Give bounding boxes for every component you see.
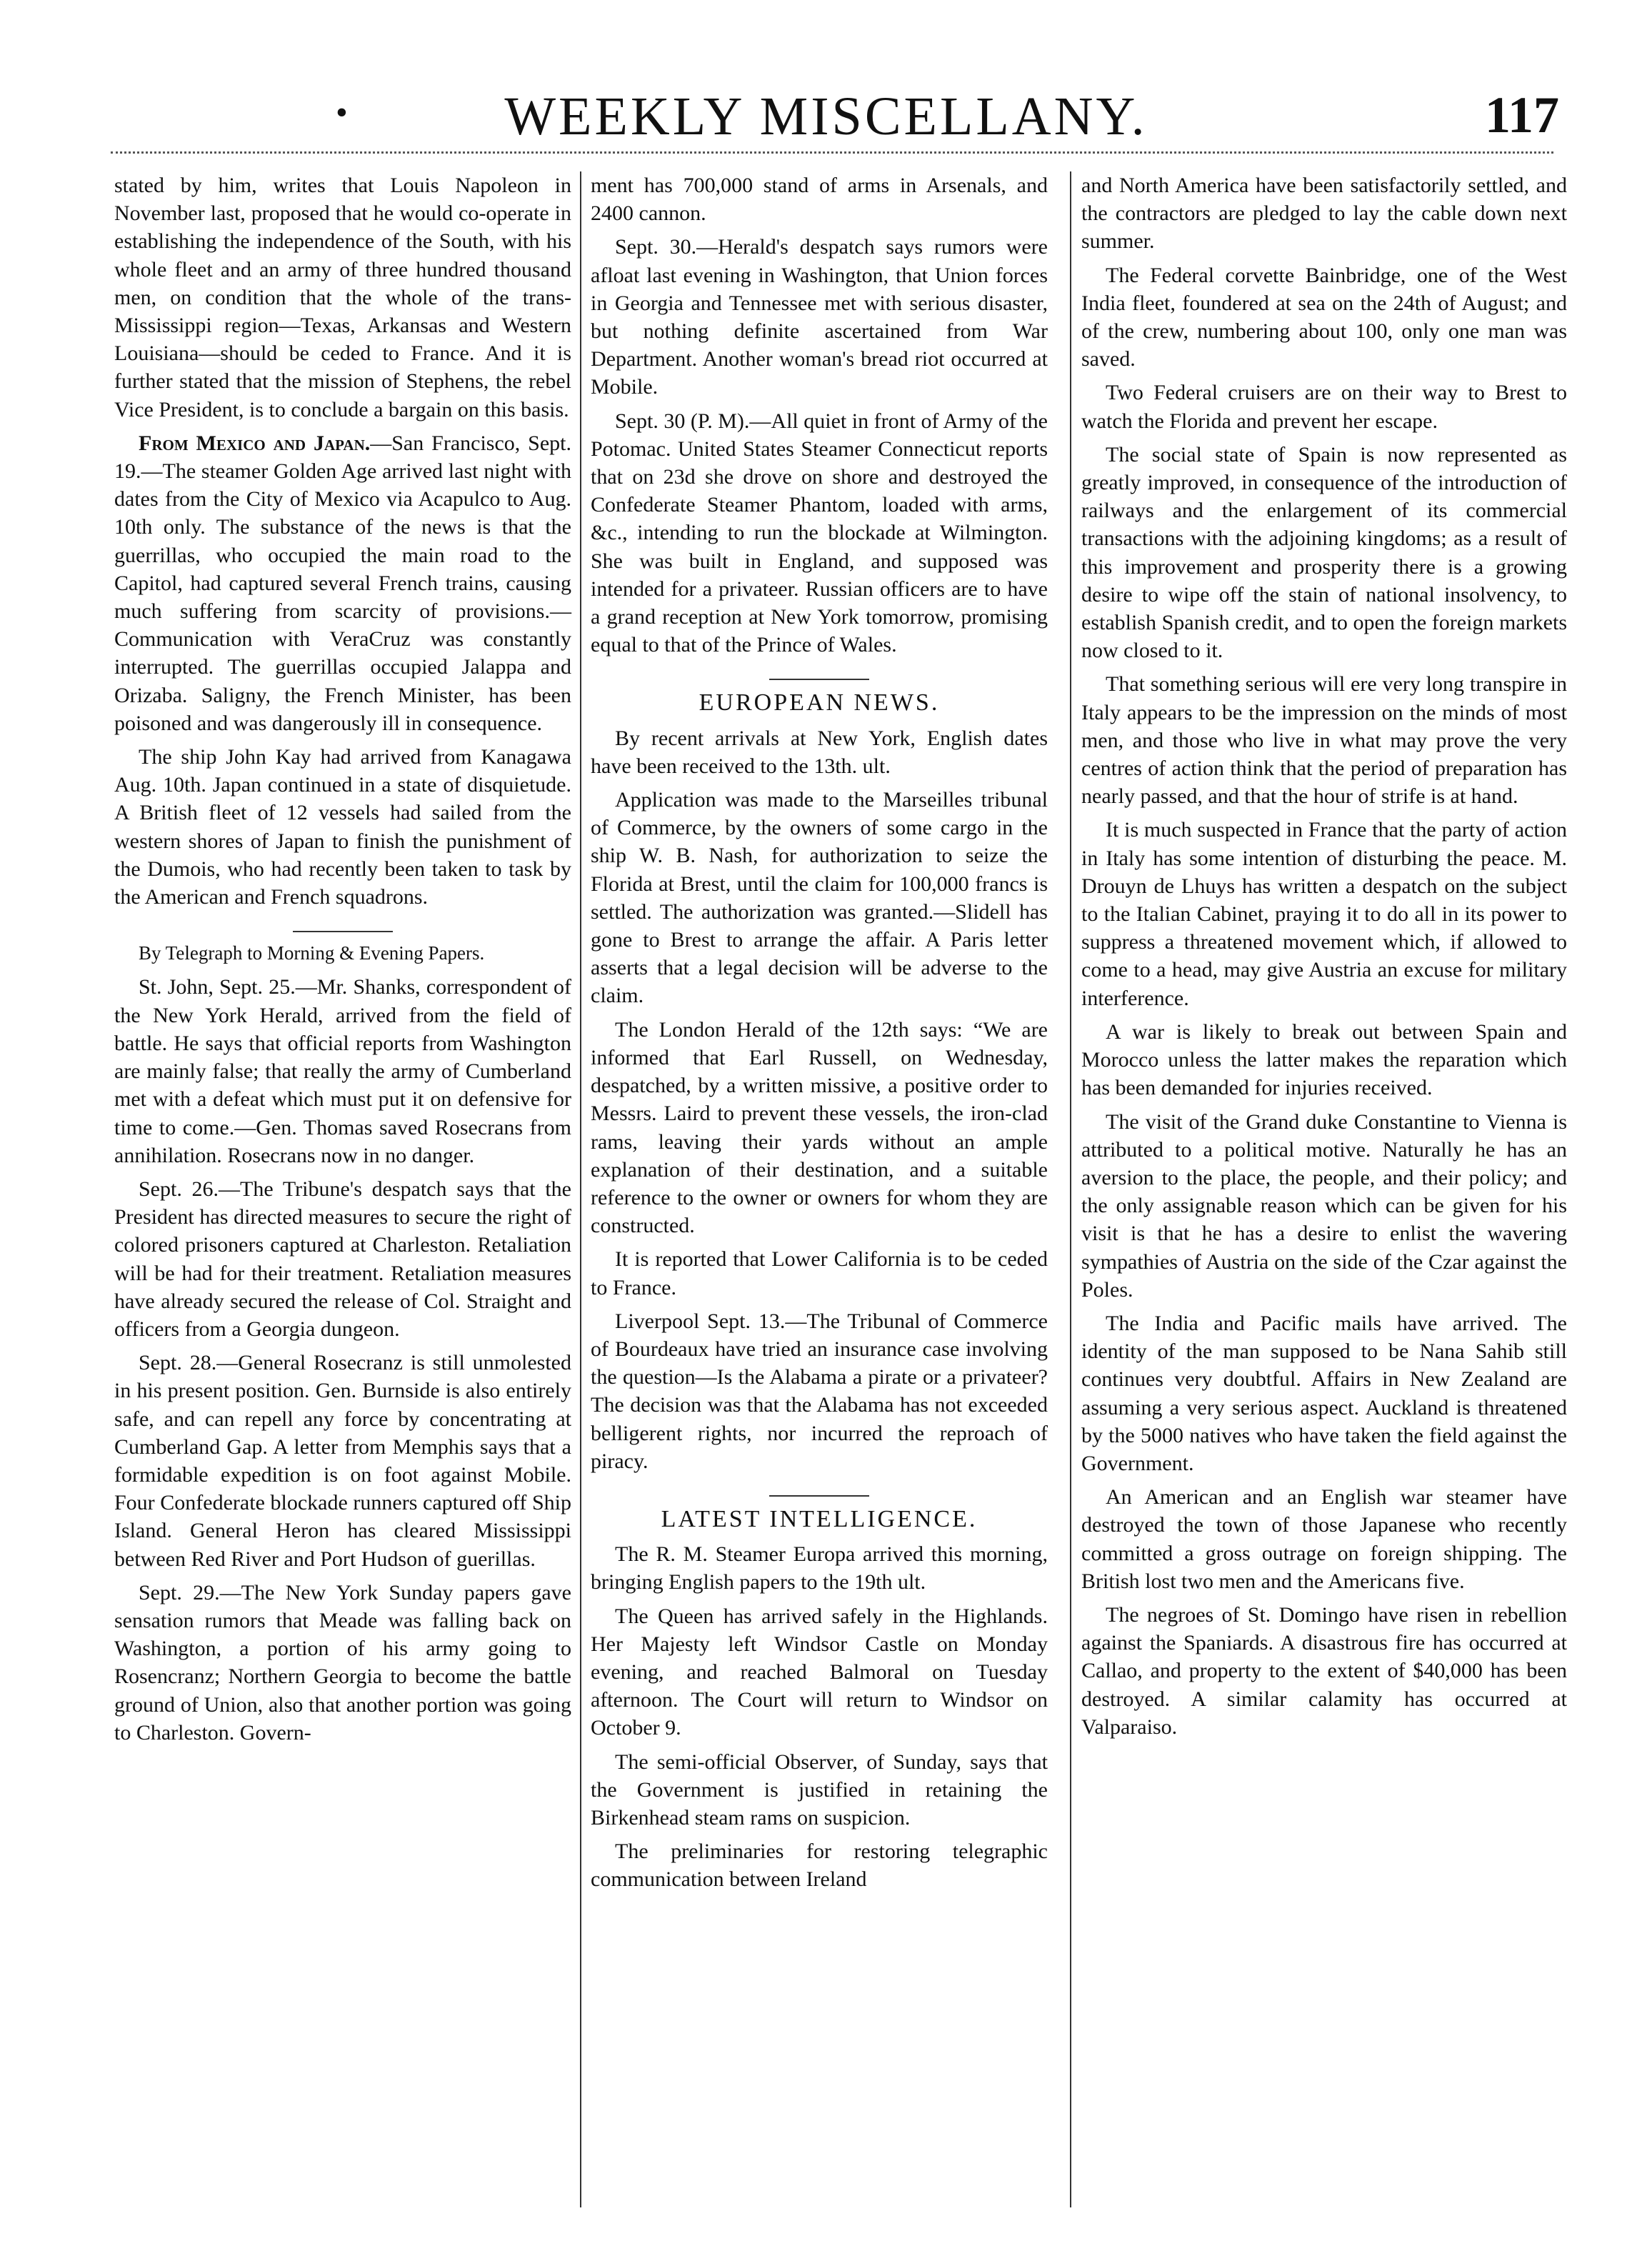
article-paragraph: The negroes of St. Domingo have risen in rebellion against the Spaniards. A disastrous fire has occurred at Callao, and property to the extent of $40,000 has been destroyed. A similar calamity has occurred at Valparaiso.	[1081, 1602, 1567, 1739]
article-paragraph: St. John, Sept. 25.—Mr. Shanks, correspondent of the New York Herald, arrived from the field of battle. He says that official reports from Washington are mainly false; that really the army of Cumberland met with a defeat which must put it on defensive for time to come.—Gen. Thomas saved Rosecrans from annihilation. Rosecrans now in no danger.	[114, 975, 571, 1167]
column-3	[1081, 171, 1567, 1747]
section-rule	[769, 1495, 869, 1497]
article-paragraph: Sept. 30.—Herald's despatch says rumors were afloat last evening in Washington, that Union forces in Georgia and Tennessee met with serious disaster, but nothing definite ascertained from War Department. Another woman's bread riot occurred at Mobile.	[591, 235, 1048, 399]
article-paragraph: It is much suspected in France that the party of action in Italy has some intention of disturbing the peace. M. Drouyn de Lhuys has written a despatch on the subject to the Italian Cabinet, praying it to do all in its power to suppress a threatened movement which, if allowed to come to a head, may give Austria an excuse for military interference.	[1081, 818, 1567, 1010]
masthead-rule	[111, 151, 1553, 154]
article-paragraph: and North America have been satisfactorily settled, and the contractors are pledged to lay the cable down next summer.	[1081, 174, 1567, 254]
section-rule	[769, 679, 869, 680]
article-paragraph: The semi-official Observer, of Sunday, says that the Government is justified in retaining the Birkenhead steam rams on suspicion.	[591, 1750, 1048, 1830]
article-paragraph: It is reported that Lower California is to be ceded to France.	[591, 1247, 1048, 1299]
column-1	[114, 171, 571, 1752]
article-paragraph: A war is likely to break out between Spain and Morocco unless the latter makes the reparation which has been demanded for injuries received.	[1081, 1019, 1567, 1100]
section-heading: LATEST INTELLIGENCE.	[661, 1505, 978, 1532]
page-number: 117	[1484, 86, 1559, 144]
article-paragraph: Liverpool Sept. 13.—The Tribunal of Commerce of Bourdeaux have tried an insurance case involving the question—Is the Alabama a pirate or a privateer? The decision was that the Alabama has not exceeded belligerent rights, nor incurred the reproach of piracy.	[591, 1309, 1048, 1473]
article-paragraph: Sept. 30 (P. M).—All quiet in front of Army of the Potomac. United States Steamer Connecticut reports that on 23d she drove on shore and destroyed the Confederate Steamer Phantom, loaded with arms, &c., intending to run the blockade at Wilmington. She was built in England, and supposed was intended for a privateer. Russian officers are to have a grand reception at New York tomorrow, promising equal to that of the Prince of Wales.	[591, 409, 1048, 657]
article-paragraph: By recent arrivals at New York, English dates have been received to the 13th. ult.	[591, 726, 1048, 778]
section-lead: From Mexico and Japan.	[139, 431, 371, 455]
article-paragraph: The London Herald of the 12th says: “We are informed that Earl Russell, on Wednesday, despatched, by a written missive, a positive order to Messrs. Laird to prevent these vessels, the iron-clad rams, leaving their yards without an ample explanation of their destination, and a suitable reference to the owner or owners for whom they are constructed.	[591, 1017, 1048, 1238]
article-paragraph: The visit of the Grand duke Constantine to Vienna is attributed to a political motive. Naturally he has an aversion to the place, the people, and their policy; and the only assignable reason which can be given for his visit is that he has a desire to enlist the wavering sympathies of Austria on the side of the Czar against the Poles.	[1081, 1109, 1567, 1302]
telegraph-label: By Telegraph to Morning & Evening Papers.	[139, 942, 485, 964]
article-paragraph: Application was made to the Marseilles tribunal of Commerce, by the owners of some cargo in the ship W. B. Nash, for authorization to seize the Florida at Brest, until the claim for 100,000 francs is settled. The authorization was granted.—Slidell has gone to Brest to arrange the affair. A Paris letter asserts that a legal decision will be adverse to the claim.	[591, 788, 1048, 1008]
article-paragraph	[114, 429, 571, 737]
column-divider	[1070, 171, 1071, 2207]
column-2	[591, 171, 1048, 1900]
article-paragraph: The India and Pacific mails have arrived. The identity of the man supposed to be Nana Sahib still continues very doubtful. Affairs in New Zealand are assuming a very serious aspect. Auckland is threatened by the 5000 natives who have taken the field against the Government.	[1081, 1311, 1567, 1475]
article-paragraph: Sept. 28.—General Rosecranz is still unmolested in his present position. Gen. Burnside is also entirely safe, and can repell any force by concentrating at Cumberland Gap. A letter from Memphis says that a formidable expedition is on foot against Mobile. Four Confederate blockade runners captured off Ship Island. General Heron has cleared Mississippi between Red River and Port Hudson of guerillas.	[114, 1351, 571, 1571]
article-paragraph: stated by him, writes that Louis Napoleon in November last, proposed that he would co-operate in establishing the independence of the South, with his whole fleet and an army of three hundred thousand men, on condition that the whole of the trans-Mississippi region—Texas, Arkansas and Western Louisiana—should be ceded to France. And it is further stated that the mission of Stephens, the rebel Vice President, is to conclude a bargain on this basis.	[114, 174, 571, 421]
masthead-ornament: •	[336, 94, 348, 131]
article-paragraph: The social state of Spain is now represented as greatly improved, in consequence of the introduction of railways and the enlargement of its commercial transactions with the adjoining kingdoms; as a result of this improvement and prosperity there is a growing desire to wipe off the stain of national insolvency, to establish Spanish credit, and to open the foreign markets now closed to it.	[1081, 442, 1567, 663]
article-paragraph: Two Federal cruisers are on their way to Brest to watch the Florida and prevent her escape.	[1081, 381, 1567, 433]
article-paragraph: The preliminaries for restoring telegraphic communication between Ireland	[591, 1840, 1048, 1892]
article-paragraph: The R. M. Steamer Europa arrived this morning, bringing English papers to the 19th ult.	[591, 1542, 1048, 1594]
masthead-title: WEEKLY MISCELLANY.	[504, 86, 1148, 146]
article-paragraph: An American and an English war steamer have destroyed the town of those Japanese who recently committed a gross outrage on foreign shipping. The British lost two men and the Americans five.	[1081, 1485, 1567, 1593]
section-rule	[293, 931, 393, 932]
article-paragraph: Sept. 26.—The Tribune's despatch says that the President has directed measures to secure the right of colored prisoners captured at Charleston. Retaliation will be had for their treatment. Retaliation measures have already secured the release of Col. Straight and officers from a Georgia dungeon.	[114, 1177, 571, 1341]
article-paragraph: That something serious will ere very long transpire in Italy appears to be the impression on the minds of most men, and those who live in what may prove the very centres of action think that the period of preparation has nearly passed, and that the hour of strife is at hand.	[1081, 672, 1567, 809]
article-paragraph: The ship John Kay had arrived from Kanagawa Aug. 10th. Japan continued in a state of disquietude. A British fleet of 12 vessels had sailed from the western shores of Japan to finish the punishment of the Dumois, who had recently been taken to task by the American and French squadrons.	[114, 745, 571, 909]
article-paragraph: Sept. 29.—The New York Sunday papers gave sensation rumors that Meade was falling back on Washington, a portion of his army going to Rosencranz; Northern Georgia to become the battle ground of Union, also that another portion was going to Charleston. Govern-	[114, 1580, 571, 1745]
section-heading: EUROPEAN NEWS.	[699, 689, 940, 717]
article-text: —San Francisco, Sept. 19.—The steamer Golden Age arrived last night with dates from the City of Mexico via Acapulco to Aug. 10th only. The substance of the news is that the guerrillas, who occupied the main road to the Capitol, had captured several French trains, causing much suffering from scarcity of provisions.—Communication with VeraCruz was constantly interrupted. The guerrillas occupied Jalappa and Orizaba. Saligny, the French Minister, has been poisoned and was dangerously ill in consequence.	[114, 431, 571, 735]
column-divider	[580, 171, 581, 2207]
article-paragraph: ment has 700,000 stand of arms in Arsenals, and 2400 cannon.	[591, 174, 1048, 226]
article-paragraph: The Queen has arrived safely in the Highlands. Her Majesty left Windsor Castle on Monday evening, and reached Balmoral on Tuesday afternoon. The Court will return to Windsor on October 9.	[591, 1604, 1048, 1740]
article-paragraph: The Federal corvette Bainbridge, one of the West India fleet, foundered at sea on the 24th of August; and of the crew, numbering about 100, only one man was saved.	[1081, 263, 1567, 371]
